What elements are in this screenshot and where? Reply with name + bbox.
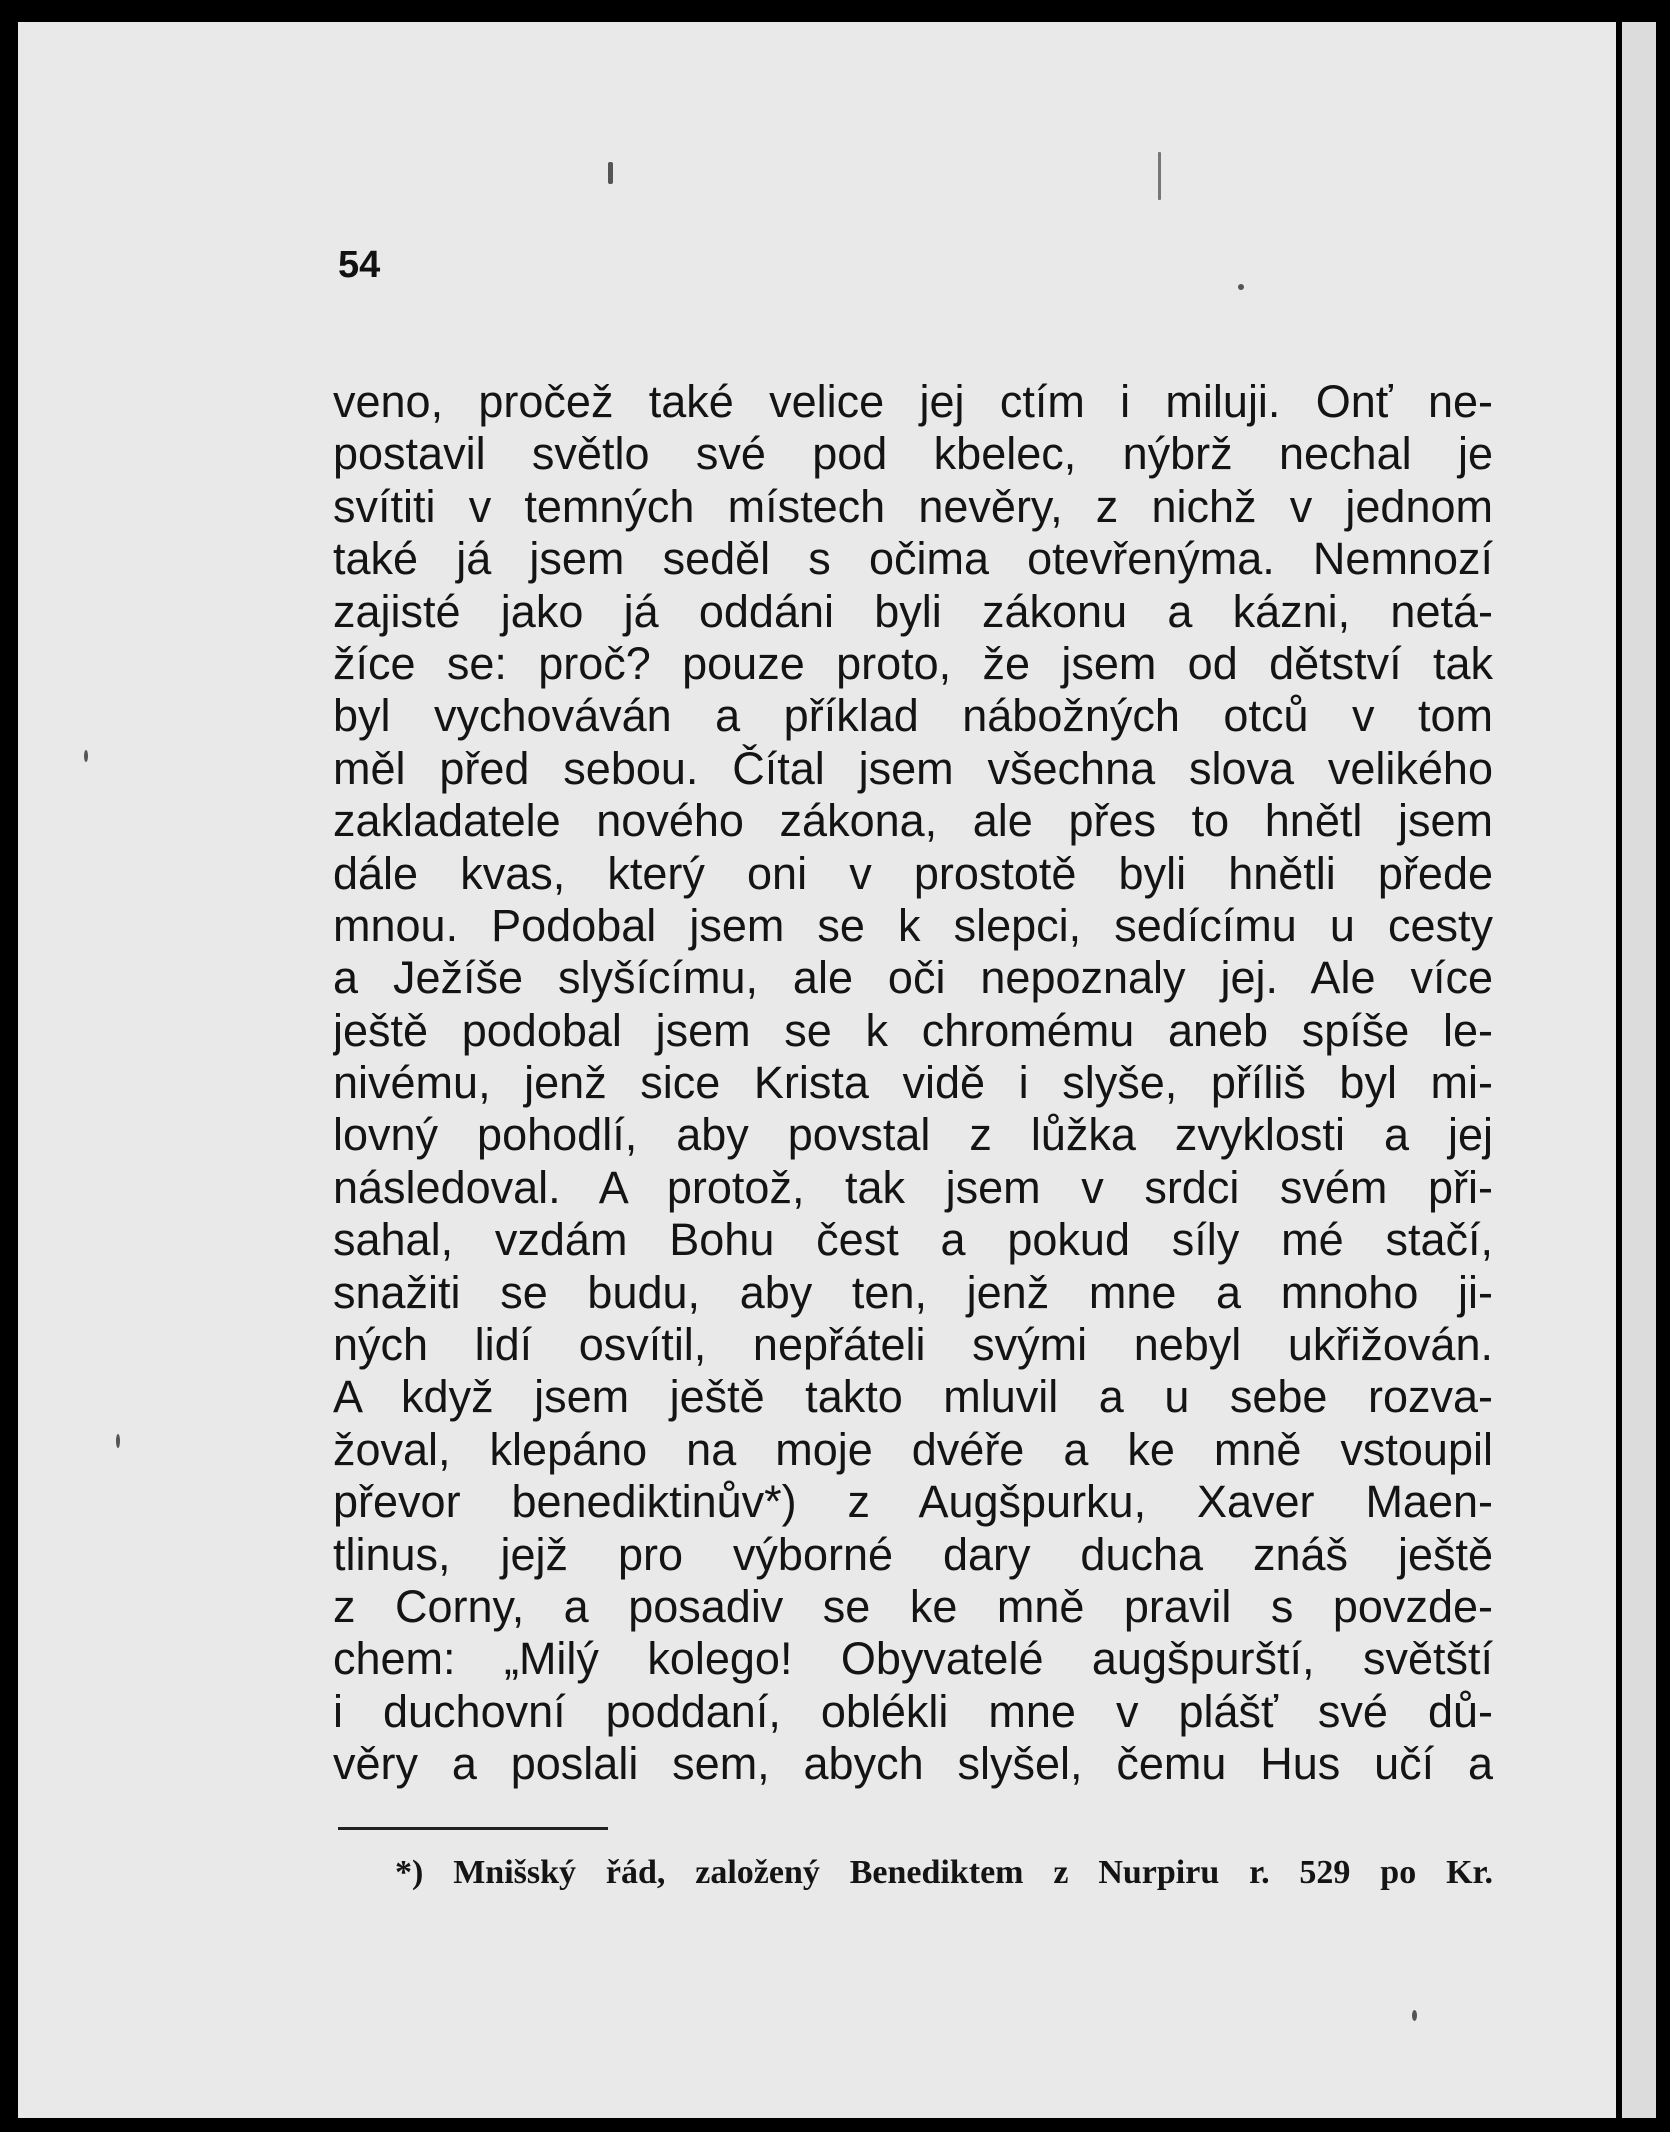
scan-speck bbox=[84, 750, 88, 762]
text-line: také já jsem seděl s očima otevřenýma. Nemnozí bbox=[333, 533, 1493, 585]
text-line: věry a poslali sem, abych slyšel, čemu Hus učí a bbox=[333, 1738, 1493, 1790]
text-line: žíce se: proč? pouze proto, že jsem od dětství tak bbox=[333, 637, 1493, 689]
scan-speck bbox=[608, 162, 613, 184]
text-line: svítiti v temných místech nevěry, z nichž v jednom bbox=[333, 480, 1493, 532]
scan-speck bbox=[1158, 152, 1161, 200]
footnote: *) Mnišský řád, založený Benediktem z Nurpiru r. 529 po Kr. bbox=[395, 1854, 1493, 1891]
text-line: snažiti se budu, aby ten, jenž mne a mnoho ji- bbox=[333, 1266, 1493, 1318]
text-line: dále kvas, který oni v prostotě byli hnětli přede bbox=[333, 847, 1493, 899]
text-line: A když jsem ještě takto mluvil a u sebe rozva- bbox=[333, 1371, 1493, 1423]
text-line: měl před sebou. Čítal jsem všechna slova velikého bbox=[333, 742, 1493, 794]
text-line: byl vychováván a příklad nábožných otců v tom bbox=[333, 690, 1493, 742]
scan-speck bbox=[1238, 284, 1244, 290]
text-line: tlinus, jejž pro výborné dary ducha znáš ještě bbox=[333, 1528, 1493, 1580]
text-line: lovný pohodlí, aby povstal z lůžka zvyklosti a jej bbox=[333, 1109, 1493, 1161]
text-line: z Corny, a posadiv se ke mně pravil s povzde- bbox=[333, 1580, 1493, 1632]
book-page bbox=[18, 22, 1616, 2118]
text-line: převor benediktinův*) z Augšpurku, Xaver Maen- bbox=[333, 1476, 1493, 1528]
text-line: nivému, jenž sice Krista vidě i slyše, příliš byl mi- bbox=[333, 1057, 1493, 1109]
page-number: 54 bbox=[338, 244, 381, 286]
scan-speck bbox=[116, 1434, 120, 1448]
text-line: veno, pročež také velice jej ctím i miluji. Onť ne- bbox=[333, 376, 1493, 427]
text-line: ještě podobal jsem se k chromému aneb spíše le- bbox=[333, 1004, 1493, 1056]
scan-speck bbox=[1412, 2010, 1417, 2021]
text-line: a Ježíše slyšícímu, ale oči nepoznaly jej. Ale více bbox=[333, 952, 1493, 1004]
next-page-edge bbox=[1622, 22, 1656, 2118]
text-line: ných lidí osvítil, nepřáteli svými nebyl ukřižován. bbox=[333, 1319, 1493, 1371]
body-text bbox=[333, 376, 1493, 1791]
text-line: následoval. A protož, tak jsem v srdci svém při- bbox=[333, 1161, 1493, 1213]
text-line: sahal, vzdám Bohu čest a pokud síly mé stačí, bbox=[333, 1214, 1493, 1266]
text-line: žoval, klepáno na moje dvéře a ke mně vstoupil bbox=[333, 1423, 1493, 1475]
footnote-divider bbox=[338, 1827, 608, 1830]
text-line: i duchovní poddaní, oblékli mne v plášť své dů- bbox=[333, 1685, 1493, 1737]
text-line: chem: „Milý kolego! Obyvatelé augšpurští, světští bbox=[333, 1633, 1493, 1685]
text-line: zakladatele nového zákona, ale přes to hnětl jsem bbox=[333, 795, 1493, 847]
text-line: postavil světlo své pod kbelec, nýbrž nechal je bbox=[333, 428, 1493, 480]
text-line: mnou. Podobal jsem se k slepci, sedícímu u cesty bbox=[333, 899, 1493, 951]
text-line: zajisté jako já oddáni byli zákonu a kázni, netá- bbox=[333, 585, 1493, 637]
